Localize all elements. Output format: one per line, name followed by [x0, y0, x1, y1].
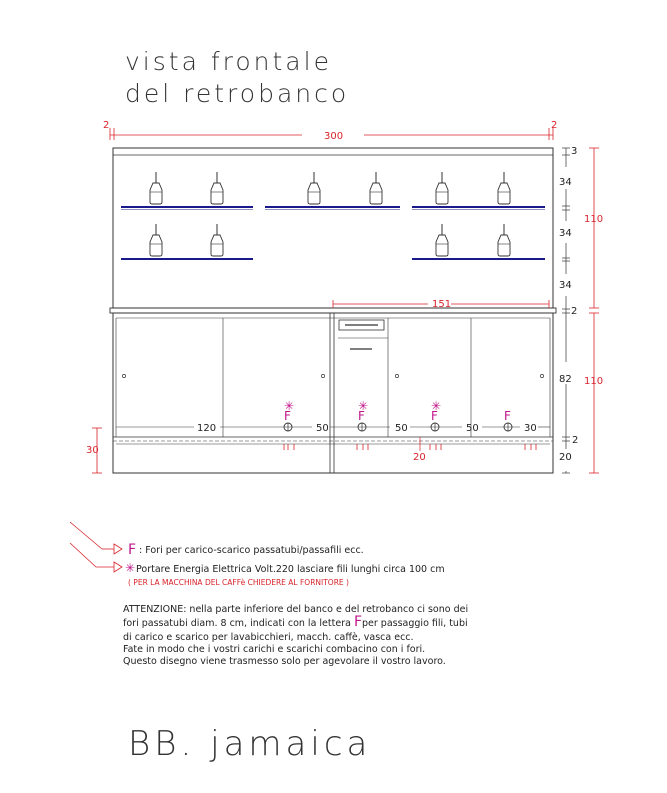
- legend-star-note: ( PER LA MACCHINA DEL CAFFè CHIEDERE AL FORNITORE ): [128, 578, 349, 587]
- warning-f-letter: F: [353, 614, 362, 630]
- warning-line-2b: per passaggio fili, tubi: [362, 618, 468, 629]
- right-totals: [584, 148, 603, 473]
- knob: [395, 374, 398, 377]
- star-marker: ✳: [358, 399, 369, 413]
- dim-hole-5: 30: [524, 423, 537, 434]
- f-marker: F: [504, 409, 511, 423]
- bottle: [308, 172, 320, 204]
- bottle: [211, 172, 223, 204]
- bottle: [150, 172, 162, 204]
- title-line-2: del retrobanco: [125, 79, 350, 108]
- top-dimension: [103, 120, 557, 142]
- knob: [321, 374, 324, 377]
- legend-f-text: : Fori per carico-scarico passatubi/passafili ecc.: [139, 545, 364, 556]
- dim-plinth: 20: [559, 452, 572, 463]
- dim-hole-2: 50: [316, 423, 329, 434]
- warning-block: [123, 604, 468, 667]
- dim-upper-total: 110: [584, 214, 604, 225]
- bottle: [498, 172, 510, 204]
- markers: [284, 399, 511, 423]
- right-dimension-chain: [557, 146, 578, 473]
- left-dimension: [86, 428, 102, 473]
- knob: [122, 374, 125, 377]
- warning-line-2a: fori passatubi diam. 8 cm, indicati con la lettera: [123, 618, 354, 629]
- bottles: [150, 172, 510, 256]
- bottle: [211, 224, 223, 256]
- dim-lower-total: 110: [584, 376, 604, 387]
- legend-star: ✳: [125, 561, 136, 575]
- f-marker: F: [431, 409, 438, 423]
- dim-hole-1: 120: [197, 423, 217, 434]
- dim-right-gap: 2: [551, 120, 558, 131]
- dim-plinth-sep: 2: [572, 435, 579, 446]
- bottle: [370, 172, 382, 204]
- warning-line-4: Fate in modo che i vostri carichi e scarichi combacino con i fori.: [123, 644, 426, 655]
- lower-cabinet: [113, 313, 553, 473]
- warning-line-5: Questo disegno viene trasmesso solo per agevolare il vostro lavoro.: [123, 656, 446, 667]
- dim-shelf-1: 34: [559, 177, 572, 188]
- dim-doors: 82: [559, 374, 572, 385]
- legend-star-text: Portare Energia Elettrica Volt.220 lasciare fili lunghi circa 100 cm: [136, 564, 445, 575]
- dim-counter-width: 151: [432, 299, 452, 310]
- legend: [70, 522, 445, 587]
- dim-top-gap: 3: [571, 146, 578, 157]
- bottle: [436, 224, 448, 256]
- pipe-ticks: [284, 444, 536, 450]
- legend-f-letter: F: [128, 542, 137, 558]
- bottle: [150, 224, 162, 256]
- dim-hole-4: 50: [466, 423, 479, 434]
- warning-line-2: [123, 614, 468, 630]
- star-marker: ✳: [284, 399, 295, 413]
- brand-name: BB. jamaica: [128, 724, 372, 764]
- dim-left-gap: 2: [103, 120, 110, 131]
- dim-total-width: 300: [324, 131, 344, 142]
- dim-left-30: 30: [86, 445, 99, 456]
- knob: [540, 374, 543, 377]
- warning-line-1: ATTENZIONE: nella parte inferiore del banco e del retrobanco ci sono dei: [123, 604, 469, 615]
- holes-dimension: [116, 423, 550, 434]
- dim-base: 20: [413, 452, 426, 463]
- dim-shelf-3: 34: [559, 280, 572, 291]
- star-marker: ✳: [431, 399, 442, 413]
- dim-worktop: 2: [571, 306, 578, 317]
- warning-line-3: di carico e scarico per lavabicchieri, macch. caffè, vasca ecc.: [123, 632, 414, 643]
- shelves: [121, 207, 545, 259]
- dim-hole-3: 50: [395, 423, 408, 434]
- title-line-1: vista frontale: [125, 47, 332, 76]
- f-marker: F: [358, 409, 365, 423]
- worktop: [110, 308, 556, 313]
- f-marker: F: [284, 409, 291, 423]
- upper-cabinet: [113, 148, 553, 308]
- dim-shelf-2: 34: [559, 228, 572, 239]
- bottle: [436, 172, 448, 204]
- bottle: [498, 224, 510, 256]
